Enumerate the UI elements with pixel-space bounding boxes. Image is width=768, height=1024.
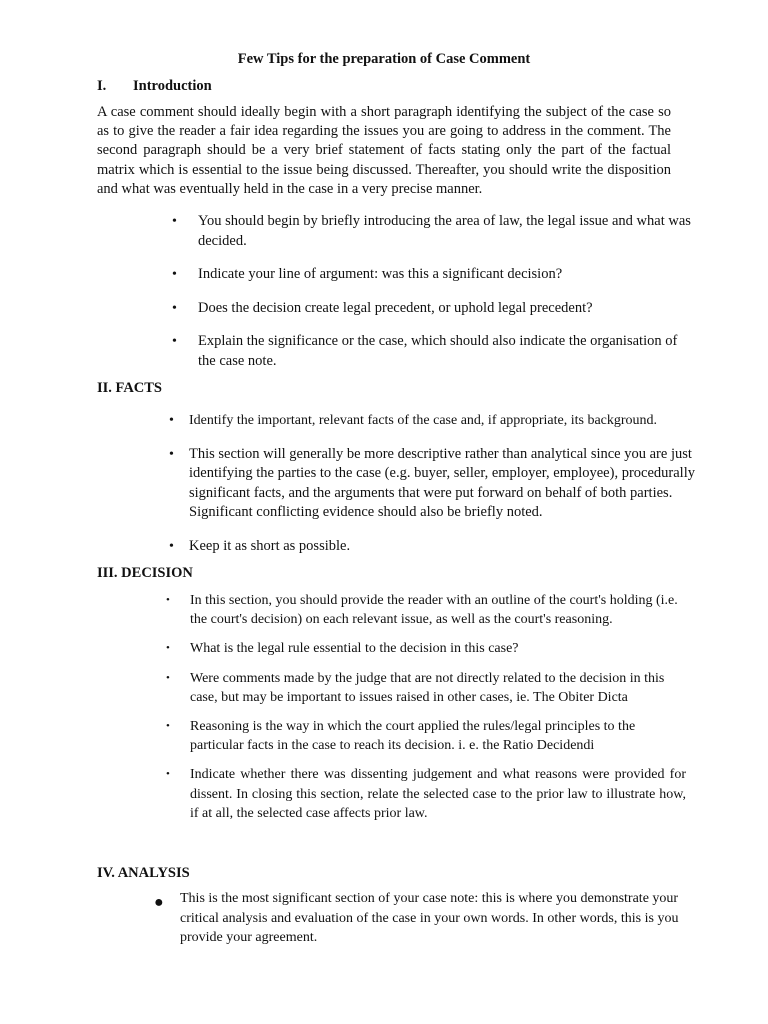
list-item xyxy=(172,299,698,319)
bullet-icon: • xyxy=(166,671,170,684)
list-item xyxy=(169,445,699,523)
list-item xyxy=(166,639,686,658)
list-item-text: Indicate whether there was dissenting judgement and what reasons were provided for dissent. In closing this section, relate the selected case to the prior law to illustrate how, if at all, the selected case affects prior law. xyxy=(190,767,686,821)
section-heading-decision: III. DECISION xyxy=(97,565,193,581)
decision-bullet-list xyxy=(166,591,686,833)
section-heading-introduction xyxy=(97,77,212,95)
bullet-icon: • xyxy=(166,768,170,781)
list-item-text: Identify the important, relevant facts of the case and, if appropriate, its background. xyxy=(189,413,658,428)
list-item-text: Explain the significance or the case, which should also indicate the organisation of the case note. xyxy=(198,333,678,369)
bullet-icon: • xyxy=(172,214,177,229)
list-item-text: This is the most significant section of your case note: this is where you demonstrate your critical analysis and evaluation of the case in your own words. In other words, this is you provide your agreement. xyxy=(180,891,679,945)
list-item-text: Keep it as short as possible. xyxy=(189,537,351,554)
bullet-icon: • xyxy=(169,538,174,554)
facts-bullet-list xyxy=(169,411,699,570)
bullet-icon: • xyxy=(166,594,170,606)
list-item xyxy=(172,332,698,371)
list-item-text: What is the legal rule essential to the decision in this case? xyxy=(190,641,519,657)
bullet-icon: • xyxy=(169,413,174,428)
analysis-bullet-list xyxy=(154,889,700,948)
bullet-icon: • xyxy=(172,267,177,282)
list-item-text: This section will generally be more descriptive rather than analytical since you are just identifying the parties to the case (e.g. buyer, seller, employer, employee), procedurally significant facts, and the arguments that were put forward on behalf of both parties. Significant conflicting evidence should also be briefly noted. xyxy=(189,445,695,520)
list-item xyxy=(166,669,686,707)
document-title: Few Tips for the preparation of Case Comment xyxy=(237,51,531,67)
list-item xyxy=(172,265,698,285)
list-item xyxy=(169,537,699,557)
section-heading-facts: II. FACTS xyxy=(97,380,162,396)
list-item xyxy=(154,889,700,948)
bullet-icon: • xyxy=(166,642,170,655)
list-item-text: Does the decision create legal precedent, or uphold legal precedent? xyxy=(198,299,593,316)
list-item xyxy=(172,212,698,251)
list-item xyxy=(166,717,686,755)
bullet-icon: • xyxy=(166,720,170,733)
introduction-paragraph: A case comment should ideally begin with a short paragraph identifying the subject of the case so as to give the reader a fair idea regarding the issues you are going to address in the comment. The second paragraph should be a very brief statement of facts stating only the part of the factual matrix which is essential to the issue being discussed. Thereafter, you should write the disposition and what was eventually held in the case in a very precise manner. xyxy=(97,104,671,197)
bullet-icon: • xyxy=(169,446,174,462)
bullet-icon: • xyxy=(172,334,177,349)
section-heading-analysis: IV. ANALYSIS xyxy=(97,865,190,881)
list-item xyxy=(166,765,686,823)
introduction-bullet-list xyxy=(172,212,698,385)
list-item xyxy=(166,591,686,629)
section-title: Introduction xyxy=(133,78,212,94)
list-item-text: In this section, you should provide the reader with an outline of the court's holding (i.e. the court's decision) on each relevant issue, as well as the court's reasoning. xyxy=(190,593,678,628)
list-item-text: Were comments made by the judge that are not directly related to the decision in this case, but may be important to issues raised in other cases, ie. The Obiter Dicta xyxy=(190,670,665,705)
list-item-text: Reasoning is the way in which the court applied the rules/legal principles to the particular facts in the case to reach its decision. i. e. the Ratio Decidendi xyxy=(190,719,636,754)
list-item-text: Indicate your line of argument: was this a significant decision? xyxy=(198,266,563,282)
list-item xyxy=(169,411,699,431)
bullet-icon: ● xyxy=(154,894,164,911)
list-item-text: You should begin by briefly introducing the area of law, the legal issue and what was decided. xyxy=(198,213,691,249)
bullet-icon: • xyxy=(172,300,177,316)
section-number: I. xyxy=(97,78,107,94)
